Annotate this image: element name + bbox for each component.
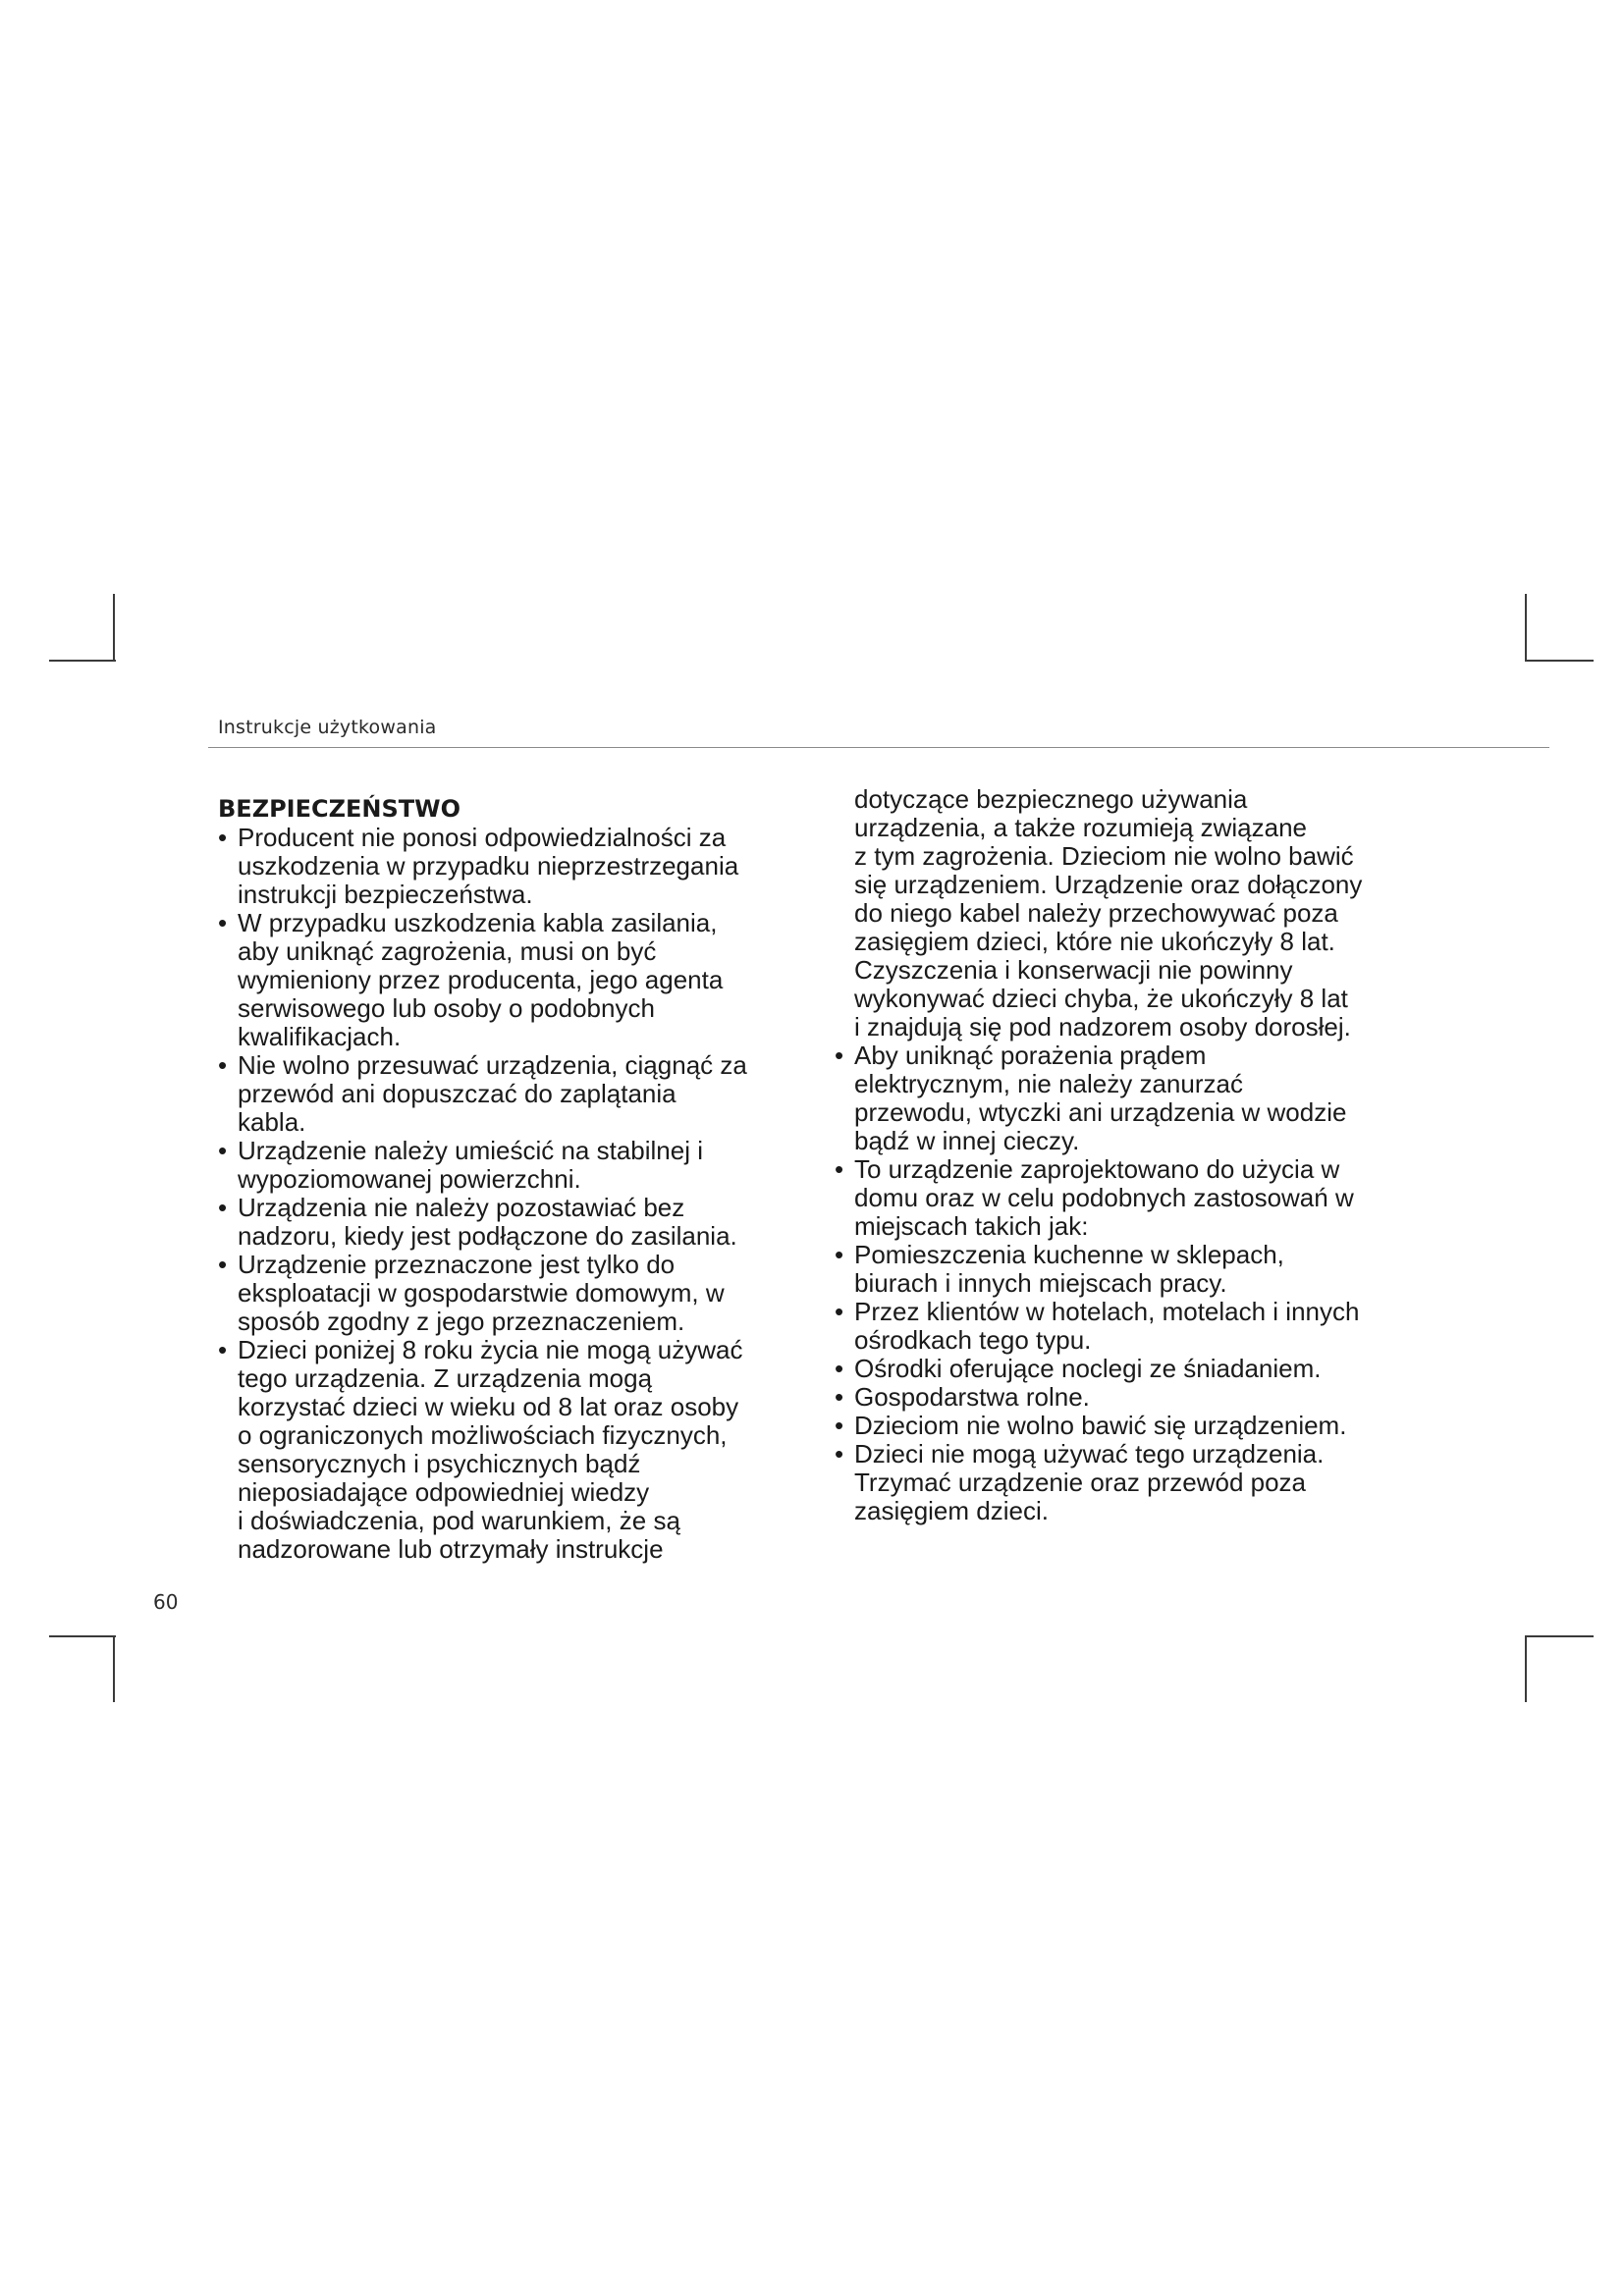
list-item bbox=[218, 824, 827, 909]
crop-mark-bottom-left-horizontal bbox=[49, 1635, 116, 1637]
bullet-marker: • bbox=[835, 1297, 844, 1326]
list-item-line: Dzieci poniżej 8 roku życia nie mogą używać bbox=[238, 1335, 743, 1364]
list-item-line: W przypadku uszkodzenia kabla zasilania, bbox=[238, 908, 718, 937]
paragraph-line: się urządzeniem. Urządzenie oraz dołączony bbox=[854, 870, 1363, 899]
list-item-line: Trzymać urządzenie oraz przewód poza bbox=[854, 1468, 1307, 1497]
list-item bbox=[835, 1440, 1443, 1525]
bullet-marker: • bbox=[218, 1250, 228, 1279]
list-item-line: miejscach takich jak: bbox=[854, 1211, 1089, 1241]
continued-paragraph bbox=[835, 785, 1443, 1041]
list-item-line: Gospodarstwa rolne. bbox=[854, 1382, 1090, 1412]
left-column bbox=[218, 785, 827, 1564]
bullet-marker: • bbox=[835, 1382, 844, 1412]
paragraph-line: wykonywać dzieci chyba, że ukończyły 8 lat bbox=[854, 984, 1348, 1013]
list-item-line: Producent nie ponosi odpowiedzialności za bbox=[238, 823, 727, 852]
list-item-line: zasięgiem dzieci. bbox=[854, 1496, 1049, 1525]
list-item-line: bądź w innej cieczy. bbox=[854, 1126, 1080, 1155]
paragraph-line: do niego kabel należy przechowywać poza bbox=[854, 898, 1338, 928]
right-column bbox=[835, 785, 1443, 1525]
left-bullet-list bbox=[218, 824, 827, 1564]
list-item-line: sensorycznych i psychicznych bądź bbox=[238, 1449, 641, 1478]
running-header: Instrukcje użytkowania bbox=[218, 717, 437, 738]
list-item-line: nadzoru, kiedy jest podłączone do zasilania. bbox=[238, 1221, 737, 1251]
list-item bbox=[835, 1298, 1443, 1355]
crop-mark-top-left-vertical bbox=[113, 594, 115, 661]
paragraph-line: zasięgiem dzieci, które nie ukończyły 8 lat. bbox=[854, 927, 1335, 956]
crop-mark-bottom-right-horizontal bbox=[1525, 1635, 1594, 1637]
list-item-line: aby uniknąć zagrożenia, musi on być bbox=[238, 936, 657, 966]
page-number: 60 bbox=[153, 1590, 179, 1614]
list-item-line: Dzieci nie mogą używać tego urządzenia. bbox=[854, 1439, 1325, 1468]
bullet-marker: • bbox=[218, 823, 228, 852]
list-item bbox=[218, 909, 827, 1051]
list-item bbox=[218, 1194, 827, 1251]
list-item-line: domu oraz w celu podobnych zastosowań w bbox=[854, 1183, 1354, 1212]
list-item-line: kwalifikacjach. bbox=[238, 1022, 402, 1051]
list-item bbox=[835, 1383, 1443, 1412]
crop-mark-top-right-vertical bbox=[1525, 594, 1527, 661]
list-item-line: i doświadczenia, pod warunkiem, że są bbox=[238, 1506, 680, 1535]
list-item-line: Przez klientów w hotelach, motelach i innych bbox=[854, 1297, 1360, 1326]
list-item-line: Pomieszczenia kuchenne w sklepach, bbox=[854, 1240, 1284, 1269]
crop-mark-top-right-horizontal bbox=[1525, 660, 1594, 662]
bullet-marker: • bbox=[218, 1335, 228, 1364]
list-item bbox=[218, 1051, 827, 1137]
list-item-line: nadzorowane lub otrzymały instrukcje bbox=[238, 1534, 664, 1564]
list-item-line: Urządzenie przeznaczone jest tylko do bbox=[238, 1250, 676, 1279]
list-item-line: nieposiadające odpowiedniej wiedzy bbox=[238, 1477, 650, 1507]
paragraph-line: i znajdują się pod nadzorem osoby dorosłej. bbox=[854, 1012, 1351, 1041]
bullet-marker: • bbox=[835, 1240, 844, 1269]
list-item bbox=[835, 1155, 1443, 1241]
list-item bbox=[835, 1041, 1443, 1155]
list-item-line: instrukcji bezpieczeństwa. bbox=[238, 880, 533, 909]
list-item bbox=[218, 1137, 827, 1194]
right-bullet-list bbox=[835, 1041, 1443, 1525]
list-item-line: uszkodzenia w przypadku nieprzestrzegania bbox=[238, 851, 739, 881]
list-item bbox=[218, 1251, 827, 1336]
list-item-line: kabla. bbox=[238, 1107, 306, 1137]
list-item-line: biurach i innych miejscach pracy. bbox=[854, 1268, 1227, 1298]
paragraph-line: dotyczące bezpiecznego używania bbox=[854, 784, 1248, 814]
bullet-marker: • bbox=[218, 1136, 228, 1165]
paragraph-line: Czyszczenia i konserwacji nie powinny bbox=[854, 955, 1293, 985]
paragraph-line: urządzenia, a także rozumieją związane bbox=[854, 813, 1308, 842]
list-item-line: Aby uniknąć porażenia prądem bbox=[854, 1041, 1207, 1070]
list-item-line: o ograniczonych możliwościach fizycznych, bbox=[238, 1420, 728, 1450]
list-item-line: ośrodkach tego typu. bbox=[854, 1325, 1092, 1355]
list-item-line: przewodu, wtyczki ani urządzenia w wodzie bbox=[854, 1097, 1347, 1127]
list-item-line: wypoziomowanej powierzchni. bbox=[238, 1164, 581, 1194]
bullet-marker: • bbox=[835, 1439, 844, 1468]
bullet-marker: • bbox=[835, 1354, 844, 1383]
list-item-line: Nie wolno przesuwać urządzenia, ciągnąć za bbox=[238, 1050, 747, 1080]
list-item-line: Urządzenia nie należy pozostawiać bez bbox=[238, 1193, 685, 1222]
crop-mark-top-left-horizontal bbox=[49, 660, 116, 662]
bullet-marker: • bbox=[835, 1411, 844, 1440]
bullet-marker: • bbox=[218, 1050, 228, 1080]
list-item-line: Ośrodki oferujące noclegi ze śniadaniem. bbox=[854, 1354, 1322, 1383]
section-title: BEZPIECZEŃSTWO bbox=[218, 795, 461, 823]
list-item bbox=[835, 1412, 1443, 1440]
crop-mark-bottom-right-vertical bbox=[1525, 1635, 1527, 1702]
bullet-marker: • bbox=[218, 1193, 228, 1222]
list-item-line: przewód ani dopuszczać do zaplątania bbox=[238, 1079, 677, 1108]
paragraph-line: z tym zagrożenia. Dzieciom nie wolno bawić bbox=[854, 841, 1354, 871]
list-item bbox=[218, 1336, 827, 1564]
list-item-line: tego urządzenia. Z urządzenia mogą bbox=[238, 1363, 653, 1393]
list-item-line: korzystać dzieci w wieku od 8 lat oraz osoby bbox=[238, 1392, 739, 1421]
bullet-marker: • bbox=[835, 1154, 844, 1184]
list-item-line: eksploatacji w gospodarstwie domowym, w bbox=[238, 1278, 725, 1308]
crop-mark-bottom-left-vertical bbox=[113, 1635, 115, 1702]
list-item-line: elektrycznym, nie należy zanurzać bbox=[854, 1069, 1243, 1098]
list-item bbox=[835, 1241, 1443, 1298]
list-item-line: To urządzenie zaprojektowano do użycia w bbox=[854, 1154, 1340, 1184]
bullet-marker: • bbox=[835, 1041, 844, 1070]
header-rule bbox=[208, 747, 1549, 748]
list-item-line: Dzieciom nie wolno bawić się urządzeniem. bbox=[854, 1411, 1347, 1440]
list-item bbox=[835, 1355, 1443, 1383]
list-item-line: Urządzenie należy umieścić na stabilnej i bbox=[238, 1136, 704, 1165]
list-item-line: sposób zgodny z jego przeznaczeniem. bbox=[238, 1307, 685, 1336]
bullet-marker: • bbox=[218, 908, 228, 937]
list-item-line: wymieniony przez producenta, jego agenta bbox=[238, 965, 724, 994]
list-item-line: serwisowego lub osoby o podobnych bbox=[238, 993, 655, 1023]
